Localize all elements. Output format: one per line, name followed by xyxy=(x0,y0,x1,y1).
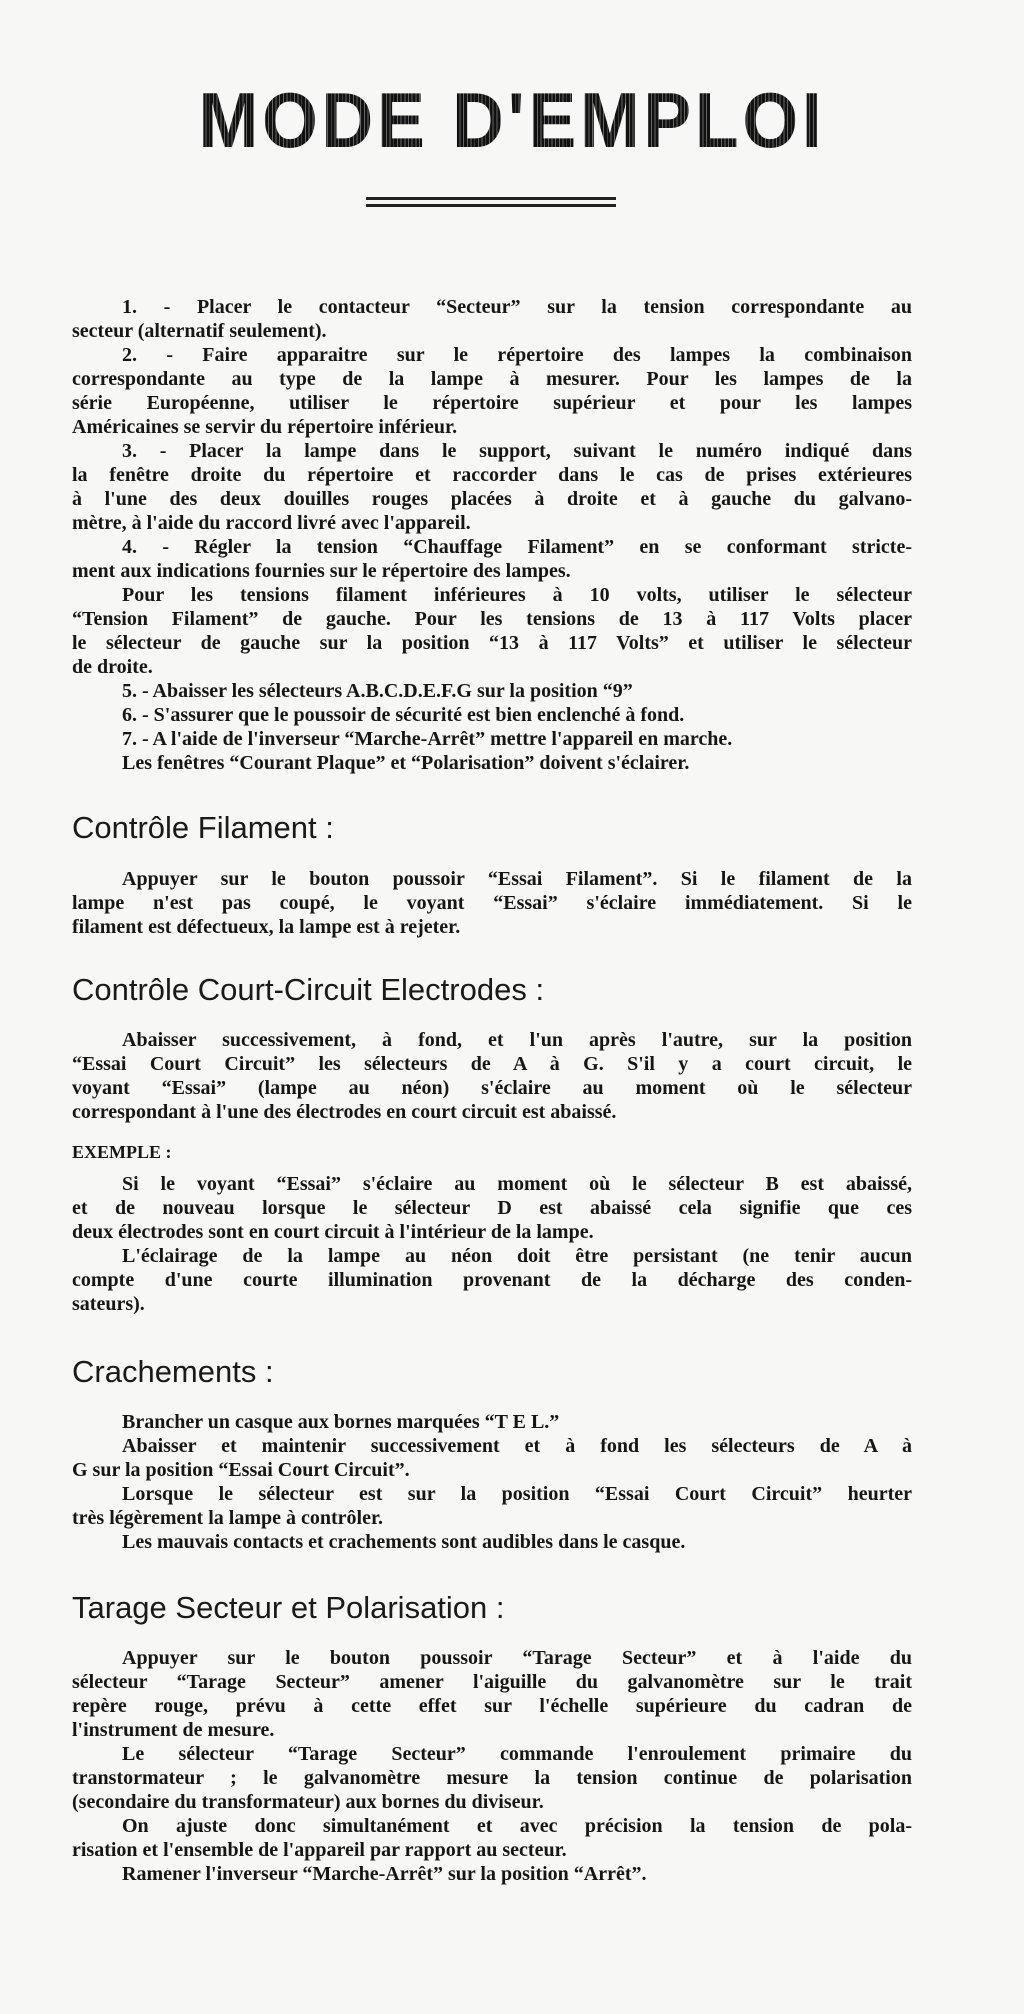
text-line: 6. - S'assurer que le poussoir de sécurité est bien enclenché à fond. xyxy=(122,704,685,726)
paragraph xyxy=(72,1434,912,1482)
text-line: ment aux indications fournies sur le répertoire des lampes. xyxy=(72,560,571,582)
text-line: risation et l'ensemble de l'appareil par rapport au secteur. xyxy=(72,1839,567,1861)
paragraph xyxy=(72,1814,912,1862)
text-line: sateurs). xyxy=(72,1293,145,1315)
text-line: 4. - Régler la tension “Chauffage Filament” en se conformant stricte- xyxy=(122,536,912,558)
title-rule-top xyxy=(366,197,616,200)
text-line: On ajuste donc simultanément et avec précision la tension de pola- xyxy=(122,1815,912,1837)
paragraph xyxy=(72,583,912,679)
section-heading-court-circuit: Contrôle Court-Circuit Electrodes : xyxy=(72,972,545,1007)
paragraph xyxy=(72,1530,912,1554)
text-line: transtormateur ; le galvanomètre mesure la tension continue de polarisation xyxy=(72,1767,912,1789)
text-line: de droite. xyxy=(72,656,153,678)
text-line: Américaines se servir du répertoire inférieur. xyxy=(72,416,458,438)
text-line: Le sélecteur “Tarage Secteur” commande l'enroulement primaire du xyxy=(122,1743,912,1765)
text-line: Les fenêtres “Courant Plaque” et “Polarisation” doivent s'éclairer. xyxy=(122,752,690,774)
text-line: secteur (alternatif seulement). xyxy=(72,320,327,342)
text-line: très légèrement la lampe à contrôler. xyxy=(72,1507,384,1529)
text-line: deux électrodes sont en court circuit à l'intérieur de la lampe. xyxy=(72,1221,594,1243)
section-heading-tarage: Tarage Secteur et Polarisation : xyxy=(72,1590,505,1625)
paragraph xyxy=(72,439,912,535)
page-title: MODE D'EMPLOI xyxy=(41,80,983,160)
text-line: filament est défectueux, la lampe est à rejeter. xyxy=(72,916,461,938)
text-line: 7. - A l'aide de l'inverseur “Marche-Arrêt” mettre l'appareil en marche. xyxy=(122,728,733,750)
text-line: 1. - Placer le contacteur “Secteur” sur la tension correspondante au xyxy=(122,296,912,318)
text-line: Brancher un casque aux bornes marquées “T E L.” xyxy=(122,1411,560,1433)
paragraph xyxy=(72,1482,912,1530)
text-line: correspondant à l'une des électrodes en court circuit est abaissé. xyxy=(72,1101,617,1123)
text-line: Appuyer sur le bouton poussoir “Tarage Secteur” et à l'aide du xyxy=(122,1647,912,1669)
text-line: le sélecteur de gauche sur la position “13 à 117 Volts” et utiliser le sélecteur xyxy=(72,632,912,654)
text-line: “Tension Filament” de gauche. Pour les tensions de 13 à 117 Volts placer xyxy=(72,608,912,630)
court-circuit-text xyxy=(72,1028,912,1124)
text-line: G sur la position “Essai Court Circuit”. xyxy=(72,1459,410,1481)
intro-instructions xyxy=(72,295,912,775)
text-line: la fenêtre droite du répertoire et raccorder dans le cas de prises extérieures xyxy=(72,464,912,486)
example-label: EXEMPLE : xyxy=(72,1142,172,1162)
text-line: (secondaire du transformateur) aux bornes du diviseur. xyxy=(72,1791,544,1813)
text-line: et de nouveau lorsque le sélecteur D est abaissé cela signifie que ces xyxy=(72,1197,912,1219)
paragraph xyxy=(72,703,912,727)
text-line: repère rouge, prévu à cette effet sur l'échelle supérieure du cadran de xyxy=(72,1695,912,1717)
text-line: mètre, à l'aide du raccord livré avec l'appareil. xyxy=(72,512,471,534)
paragraph xyxy=(72,1410,912,1434)
text-line: compte d'une courte illumination provenant de la décharge des conden- xyxy=(72,1269,912,1291)
paragraph xyxy=(72,1646,912,1742)
paragraph xyxy=(72,1028,912,1124)
paragraph xyxy=(72,727,912,751)
crachements-text xyxy=(72,1410,912,1554)
text-line: voyant “Essai” (lampe au néon) s'éclaire au moment où le sélecteur xyxy=(72,1077,912,1099)
text-line: l'instrument de mesure. xyxy=(72,1719,275,1741)
text-line: Ramener l'inverseur “Marche-Arrêt” sur la position “Arrêt”. xyxy=(122,1863,647,1885)
text-line: Lorsque le sélecteur est sur la position “Essai Court Circuit” heurter xyxy=(122,1483,912,1505)
text-line: 2. - Faire apparaitre sur le répertoire des lampes la combinaison xyxy=(122,344,912,366)
paragraph xyxy=(72,1742,912,1814)
text-line: Abaisser successivement, à fond, et l'un après l'autre, sur la position xyxy=(122,1029,912,1051)
text-line: “Essai Court Circuit” les sélecteurs de A à G. S'il y a court circuit, le xyxy=(72,1053,912,1075)
text-line: 3. - Placer la lampe dans le support, suivant le numéro indiqué dans xyxy=(122,440,912,462)
text-line: Pour les tensions filament inférieures à 10 volts, utiliser le sélecteur xyxy=(122,584,912,606)
paragraph xyxy=(72,343,912,439)
text-line: Appuyer sur le bouton poussoir “Essai Filament”. Si le filament de la xyxy=(122,868,912,890)
text-line: 5. - Abaisser les sélecteurs A.B.C.D.E.F.G sur la position “9” xyxy=(122,680,633,702)
paragraph xyxy=(72,679,912,703)
text-line: sélecteur “Tarage Secteur” amener l'aiguille du galvanomètre sur le trait xyxy=(72,1671,912,1693)
filament-text xyxy=(72,867,912,939)
text-line: Les mauvais contacts et crachements sont audibles dans le casque. xyxy=(122,1531,686,1553)
text-line: série Européenne, utiliser le répertoire supérieur et pour les lampes xyxy=(72,392,912,414)
text-line: lampe n'est pas coupé, le voyant “Essai” s'éclaire immédiatement. Si le xyxy=(72,892,912,914)
text-line: L'éclairage de la lampe au néon doit être persistant (ne tenir aucun xyxy=(122,1245,912,1267)
text-line: Si le voyant “Essai” s'éclaire au moment où le sélecteur B est abaissé, xyxy=(122,1173,912,1195)
paragraph xyxy=(72,1244,912,1316)
text-line: Abaisser et maintenir successivement et à fond les sélecteurs de A à xyxy=(122,1435,912,1457)
paragraph xyxy=(72,751,912,775)
title-rule-bottom xyxy=(366,204,616,207)
section-heading-filament: Contrôle Filament : xyxy=(72,810,334,845)
section-heading-crachements: Crachements : xyxy=(72,1354,274,1389)
text-line: à l'une des deux douilles rouges placées à droite et à gauche du galvano- xyxy=(72,488,912,510)
paragraph xyxy=(72,1862,912,1886)
paragraph xyxy=(72,1172,912,1244)
paragraph xyxy=(72,867,912,939)
paragraph xyxy=(72,295,912,343)
example-text xyxy=(72,1172,912,1316)
text-line: correspondante au type de la lampe à mesurer. Pour les lampes de la xyxy=(72,368,912,390)
tarage-text xyxy=(72,1646,912,1886)
paragraph xyxy=(72,535,912,583)
